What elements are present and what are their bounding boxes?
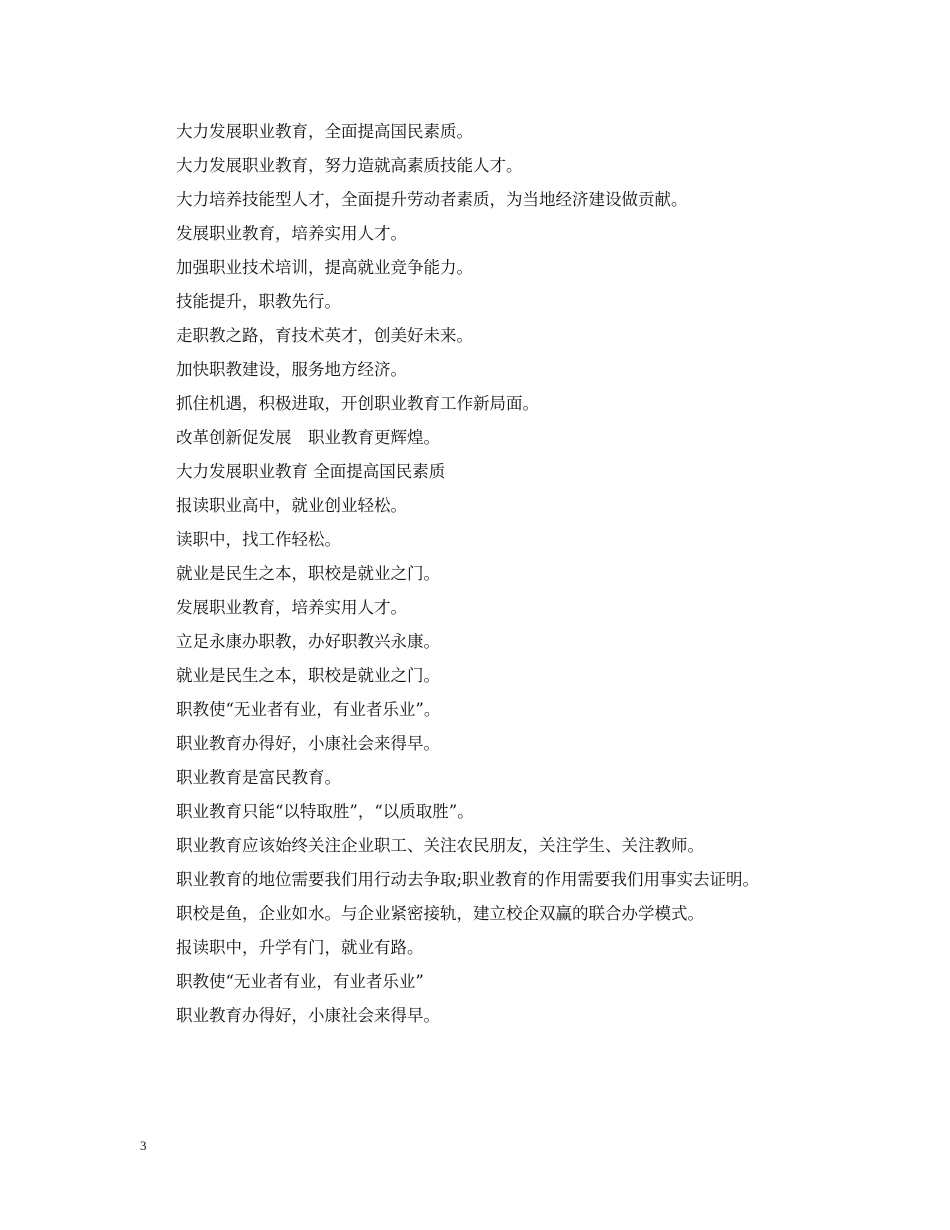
- body-text: [140, 115, 812, 1033]
- page-number: 3: [140, 1138, 147, 1153]
- paragraph: 报读职业高中，就业创业轻松。: [176, 496, 407, 515]
- paragraph: 发展职业教育，培养实用人才。: [176, 224, 407, 243]
- paragraph: 走职教之路，育技术英才，创美好未来。: [176, 326, 473, 345]
- paragraph: 职教使“无业者有业，有业者乐业”: [176, 972, 424, 991]
- paragraph: 报读职中，升学有门，就业有路。: [176, 938, 424, 957]
- paragraph: 职业教育办得好，小康社会来得早。: [176, 1006, 440, 1025]
- paragraph: 改革创新促发展 职业教育更辉煌。: [176, 428, 440, 447]
- paragraph: 大力培养技能型人才，全面提升劳动者素质，为当地经济建设做贡献。: [176, 190, 688, 209]
- paragraph: 立足永康办职教，办好职教兴永康。: [176, 632, 440, 651]
- paragraph: 就业是民生之本，职校是就业之门。: [176, 666, 440, 685]
- paragraph: 职业教育办得好，小康社会来得早。: [176, 734, 440, 753]
- paragraph: 抓住机遇，积极进取，开创职业教育工作新局面。: [176, 394, 539, 413]
- paragraph: 大力发展职业教育，全面提高国民素质。: [176, 122, 473, 141]
- paragraph: 职业教育是富民教育。: [176, 768, 341, 787]
- paragraph: 发展职业教育，培养实用人才。: [176, 598, 407, 617]
- paragraph: 就业是民生之本，职校是就业之门。: [176, 564, 440, 583]
- paragraph: 大力发展职业教育，努力造就高素质技能人才。: [176, 156, 523, 175]
- paragraph: 技能提升，职教先行。: [176, 292, 341, 311]
- paragraph: 职业教育的地位需要我们用行动去争取;职业教育的作用需要我们用事实去证明。: [176, 870, 760, 889]
- paragraph: 读职中，找工作轻松。: [176, 530, 341, 549]
- paragraph: 职业教育只能“以特取胜”，“以质取胜”。: [176, 802, 474, 821]
- paragraph: 加强职业技术培训，提高就业竞争能力。: [176, 258, 473, 277]
- paragraph: 大力发展职业教育 全面提高国民素质: [176, 462, 446, 481]
- paragraph: 职校是鱼，企业如水。与企业紧密接轨，建立校企双赢的联合办学模式。: [176, 904, 704, 923]
- paragraph: 职业教育应该始终关注企业职工、关注农民朋友，关注学生、关注教师。: [176, 836, 704, 855]
- paragraph: 职教使“无业者有业，有业者乐业”。: [176, 700, 441, 719]
- paragraph: 加快职教建设，服务地方经济。: [176, 360, 407, 379]
